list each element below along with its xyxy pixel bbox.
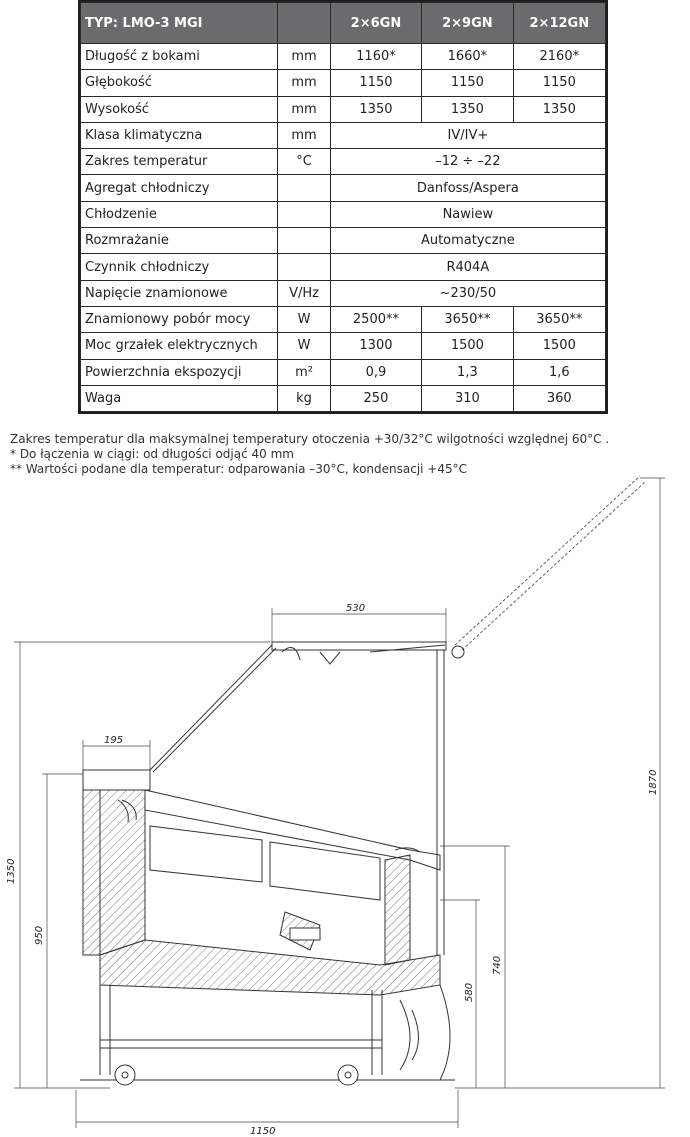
cabinet-outline: [80, 642, 464, 1080]
wheels: [115, 1065, 358, 1085]
row-value: 1160*: [330, 44, 421, 70]
row-unit: mm: [278, 70, 330, 96]
row-unit: kg: [278, 385, 330, 411]
row-label: Moc grzałek elektrycznych: [81, 333, 278, 359]
row-label: Głębokość: [81, 70, 278, 96]
row-value: 1660*: [422, 44, 513, 70]
dim-top-width: 530: [346, 603, 366, 614]
note-length: * Do łączenia w ciągi: od długości odjąć 40 mm: [10, 447, 294, 461]
row-unit: mm: [278, 44, 330, 70]
dim-depth: 1150: [250, 1126, 276, 1137]
row-unit: °C: [278, 149, 330, 175]
row-unit: W: [278, 333, 330, 359]
row-value: ~230/50: [330, 280, 605, 306]
row-value: Nawiew: [330, 201, 605, 227]
header-model-2: 2×9GN: [422, 3, 513, 44]
row-value: 1350: [330, 96, 421, 122]
row-value: 1350: [422, 96, 513, 122]
row-unit: mm: [278, 96, 330, 122]
header-model-1: 2×6GN: [330, 3, 421, 44]
row-value: 3650**: [513, 306, 605, 332]
row-label: Zakres temperatur: [81, 149, 278, 175]
dim-front-height: 740: [492, 955, 503, 975]
dim-counter-height: 950: [34, 925, 45, 945]
dim-open-height: 1870: [648, 769, 659, 795]
row-label: Agregat chłodniczy: [81, 175, 278, 201]
row-unit: W: [278, 306, 330, 332]
row-value: 0,9: [330, 359, 421, 385]
row-value: 2500**: [330, 306, 421, 332]
note-temperature: Zakres temperatur dla maksymalnej temperatury otoczenia +30/32°C wilgotności względnej 60°C .: [10, 432, 610, 446]
opened-lid: [455, 476, 645, 650]
row-value: 3650**: [422, 306, 513, 332]
row-value: 360: [513, 385, 605, 411]
row-value: 1150: [330, 70, 421, 96]
row-label: Czynnik chłodniczy: [81, 254, 278, 280]
row-value: 1150: [422, 70, 513, 96]
row-label: Wysokość: [81, 96, 278, 122]
row-value: R404A: [330, 254, 605, 280]
row-label: Klasa klimatyczna: [81, 122, 278, 148]
row-value: 250: [330, 385, 421, 411]
row-value: 310: [422, 385, 513, 411]
row-label: Napięcie znamionowe: [81, 280, 278, 306]
row-value: 1,3: [422, 359, 513, 385]
row-value: 1500: [422, 333, 513, 359]
dim-shelf-width: 195: [104, 735, 124, 746]
row-value: 1150: [513, 70, 605, 96]
row-value: 2160*: [513, 44, 605, 70]
row-value: 1500: [513, 333, 605, 359]
row-label: Powierzchnia ekspozycji: [81, 359, 278, 385]
row-value: Danfoss/Aspera: [330, 175, 605, 201]
row-value: 1,6: [513, 359, 605, 385]
row-unit: mm: [278, 122, 330, 148]
row-value: IV/IV+: [330, 122, 605, 148]
row-label: Waga: [81, 385, 278, 411]
row-label: Długość z bokami: [81, 44, 278, 70]
header-model-3: 2×12GN: [513, 3, 605, 44]
note-power: ** Wartości podane dla temperatur: odparowania –30°C, kondensacji +45°C: [10, 462, 468, 476]
row-label: Znamionowy pobór mocy: [81, 306, 278, 332]
row-unit: m²: [278, 359, 330, 385]
row-value: 1300: [330, 333, 421, 359]
row-unit: V/Hz: [278, 280, 330, 306]
dim-total-height: 1350: [6, 858, 17, 884]
row-label: Rozmrażanie: [81, 228, 278, 254]
dim-base-height: 580: [464, 982, 475, 1002]
header-type: TYP: LMO-3 MGI: [81, 3, 278, 44]
row-value: Automatyczne: [330, 228, 605, 254]
row-label: Chłodzenie: [81, 201, 278, 227]
row-value: 1350: [513, 96, 605, 122]
row-value: –12 ÷ –22: [330, 149, 605, 175]
